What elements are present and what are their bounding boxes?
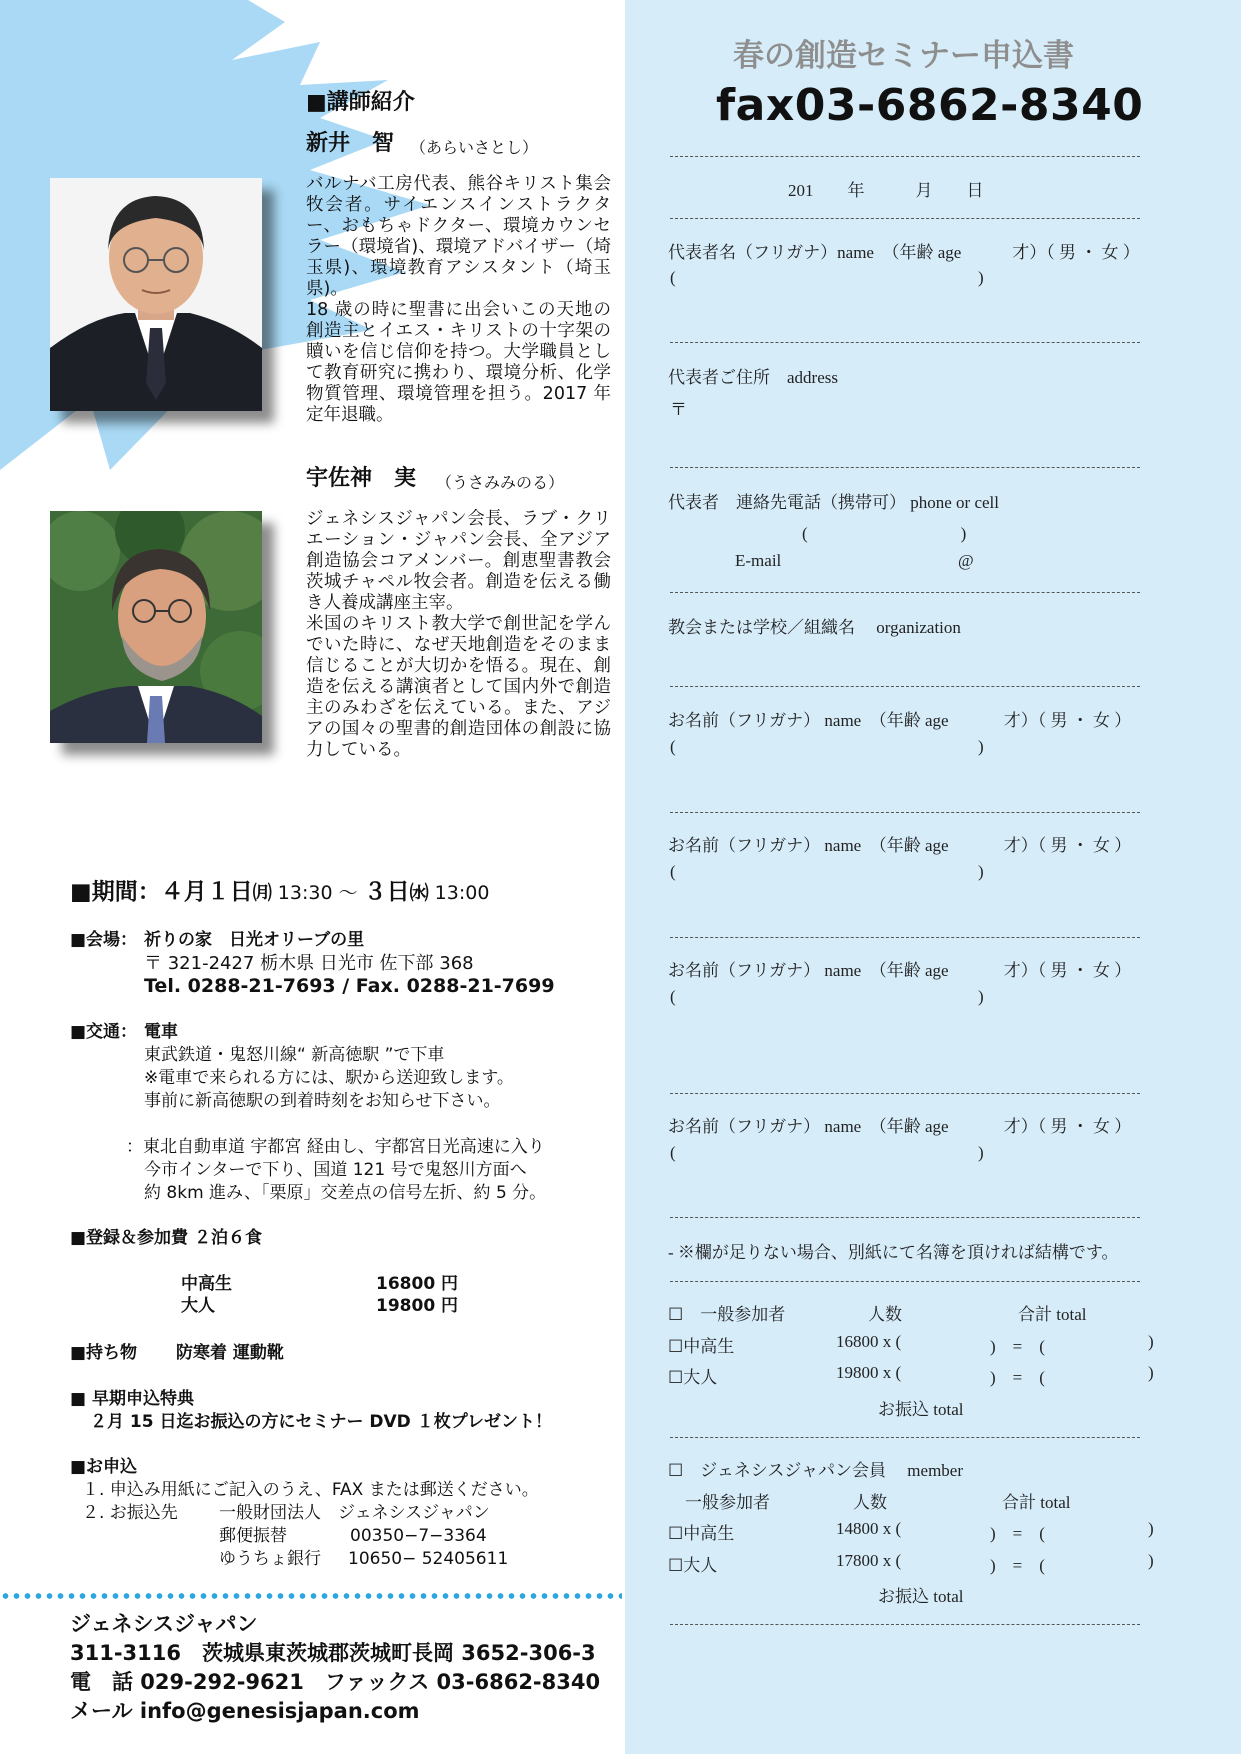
- transport-label: ■交通：: [70, 1022, 138, 1042]
- paren-open: (: [670, 987, 676, 1006]
- dotted-divider: [0, 1593, 622, 1599]
- representative-name-field[interactable]: 代表者名（フリガナ）name （年齢 age 才）（ 男 ・ 女 ）: [668, 243, 1140, 262]
- date-field[interactable]: 201 年 月 日: [788, 181, 984, 200]
- form-divider: [670, 812, 1140, 813]
- general-youth-price[interactable]: 16800 x (: [836, 1332, 902, 1351]
- transport-train-line: ※電車で来られる方には、駅から送迎致します。: [144, 1068, 514, 1088]
- items-list: 防寒着 運動靴: [176, 1343, 284, 1363]
- representative-address-field[interactable]: 代表者ご住所 address: [668, 368, 838, 387]
- period-label: ■期間：: [70, 879, 161, 905]
- transport-car-line: 今市インターで下り、国道 121 号で鬼怒川方面へ: [144, 1160, 527, 1180]
- instructor-photo: [50, 511, 262, 743]
- period-weekday-start: ㈪: [252, 882, 272, 904]
- footer-email: メール info@genesisjapan.com: [70, 1699, 420, 1723]
- venue-address: 〒 321-2427 栃木県 日光市 佐下部 368: [144, 953, 474, 974]
- paren-close: ): [978, 862, 984, 881]
- general-transfer-total: お振込 total: [878, 1400, 964, 1419]
- general-youth-end: ): [1148, 1332, 1154, 1351]
- form-divider: [670, 1217, 1140, 1218]
- member-youth-price[interactable]: 14800 x (: [836, 1519, 902, 1538]
- fax-number: fax03-6862-8340: [716, 80, 1144, 131]
- form-divider: [670, 1093, 1140, 1094]
- paren-open: (: [670, 1143, 676, 1162]
- member-count-label: 人数: [853, 1493, 887, 1512]
- period-time-start: 13:30 〜: [271, 882, 364, 904]
- paren-open: (: [670, 862, 676, 881]
- fee-price-youth: 16800 円: [376, 1274, 459, 1294]
- instructor-bio: バルナバ工房代表、熊谷キリスト集会牧会者。サイエンスインストラクター、おもちゃドクター、環境カウンセラー（環境省)、環境アドバイザー（埼玉県)、環境教育アシスタント（埼玉県)。 18 歳の時に聖書に出会いこの天地の創造主とイエス・キリストの十字架の贖いを信じ信仰を持つ。大学職員として教育研究に携わり、環境分析、化学物質管理、環境管理を担う。2017 年定年退職。: [306, 174, 611, 425]
- member-sub-label: 一般参加者: [685, 1493, 770, 1512]
- form-divider: [670, 592, 1140, 593]
- member-total-label: 合計 total: [1002, 1493, 1071, 1512]
- period-date-end: ３日: [363, 879, 410, 905]
- general-adult-checkbox[interactable]: ☐大人: [668, 1368, 718, 1387]
- form-divider: [670, 156, 1140, 157]
- transport-car-line: ：東北自動車道 宇都宮 経由し、宇都宮日光高速に入り: [126, 1137, 545, 1157]
- member-adult-checkbox[interactable]: ☐大人: [668, 1556, 718, 1575]
- payee-name: 一般財団法人 ジェネシスジャパン: [219, 1503, 490, 1523]
- general-youth-checkbox[interactable]: ☐中高生: [668, 1337, 735, 1356]
- attendee-name-field[interactable]: お名前（フリガナ） name （年齢 age 才）（ 男 ・ 女 ）: [668, 836, 1132, 855]
- member-participant-checkbox[interactable]: ☐ ジェネシスジャパン会員 member: [668, 1461, 963, 1480]
- period-weekday-end: ㈬: [409, 882, 429, 904]
- instructor-reading: （あらいさとし）: [410, 138, 539, 157]
- postal-transfer-label: 郵便振替: [219, 1526, 287, 1546]
- venue-label: ■会場：: [70, 930, 138, 950]
- instructor-name: 新井 智: [306, 131, 395, 156]
- attendee-name-field[interactable]: お名前（フリガナ） name （年齢 age 才）（ 男 ・ 女 ）: [668, 711, 1132, 730]
- representative-phone-field[interactable]: 代表者 連絡先電話（携帯可） phone or cell: [668, 493, 999, 512]
- bank-label: ゆうちょ銀行: [219, 1549, 321, 1569]
- form-divider: [670, 1437, 1140, 1438]
- paren-open: (: [670, 268, 676, 287]
- general-adult-end: ): [1148, 1363, 1154, 1382]
- general-adult-eq[interactable]: ) = (: [990, 1368, 1045, 1387]
- fee-label-adult: 大人: [181, 1296, 215, 1316]
- form-divider: [670, 467, 1140, 468]
- member-adult-end: ): [1148, 1551, 1154, 1570]
- event-period: [70, 873, 489, 906]
- footer-phone: 電 話 029-292-9621 ファックス 03-6862-8340: [70, 1670, 601, 1694]
- form-divider: [670, 342, 1140, 343]
- email-at: @: [958, 551, 974, 570]
- period-date-start: ４月１日: [160, 879, 253, 905]
- member-youth-eq[interactable]: ) = (: [990, 1524, 1045, 1543]
- email-label: E-mail: [735, 551, 782, 570]
- postal-mark: 〒: [670, 400, 687, 419]
- early-bird-title: ■ 早期申込特典: [70, 1389, 194, 1409]
- fee-title: ■登録＆参加費 ２泊６食: [70, 1228, 262, 1248]
- form-divider: [670, 1624, 1140, 1625]
- instructor-photo: [50, 178, 262, 411]
- attendee-name-field[interactable]: お名前（フリガナ） name （年齢 age 才）（ 男 ・ 女 ）: [668, 1117, 1132, 1136]
- apply-step: ２. お振込先: [82, 1503, 178, 1523]
- instructor-bio: ジェネシスジャパン会長、ラブ・クリエーション・ジャパン会長、全アジア創造協会コアメンバー。創恵聖書教会茨城チャペル牧会者。創造を伝える働き人養成講座主宰。 米国のキリスト教大学で創世記を学んでいた時に、なぜ天地創造をそのまま信じることが大切かを悟る。現在、創造を伝える講演者として国内外で創造主のみわざを伝えている。また、アジアの国々の聖書的創造団体の創設に協力している。: [306, 509, 611, 760]
- form-divider: [670, 1281, 1140, 1282]
- fee-price-adult: 19800 円: [376, 1296, 459, 1316]
- member-youth-checkbox[interactable]: ☐中高生: [668, 1524, 735, 1543]
- fee-label-youth: 中高生: [181, 1274, 232, 1294]
- venue-name: 祈りの家 日光オリーブの里: [144, 930, 365, 950]
- member-adult-price[interactable]: 17800 x (: [836, 1551, 902, 1570]
- general-adult-price[interactable]: 19800 x (: [836, 1363, 902, 1382]
- form-divider: [670, 937, 1140, 938]
- paren-open: (: [670, 737, 676, 756]
- member-youth-end: ): [1148, 1519, 1154, 1538]
- form-title: 春の創造セミナー申込書: [733, 38, 1074, 74]
- form-divider: [670, 218, 1140, 219]
- postal-transfer-number: 00350−7−3364: [350, 1526, 487, 1546]
- apply-step: １. 申込み用紙にご記入のうえ、FAX または郵送ください。: [82, 1480, 539, 1500]
- form-note: - ※欄が足りない場合、別紙にて名簿を頂ければ結構です。: [668, 1243, 1119, 1262]
- venue-phone: Tel. 0288-21-7693 / Fax. 0288-21-7699: [144, 975, 555, 997]
- period-time-end: 13:00: [428, 882, 490, 904]
- instructors-section-title: ■講師紹介: [306, 90, 415, 115]
- early-bird-text: ２月 15 日迄お振込の方にセミナー DVD １枚プレゼント！: [90, 1412, 553, 1432]
- general-youth-eq[interactable]: ) = (: [990, 1337, 1045, 1356]
- member-transfer-total: お振込 total: [878, 1587, 964, 1606]
- apply-title: ■お申込: [70, 1457, 138, 1477]
- paren-close: ): [978, 987, 984, 1006]
- attendee-name-field[interactable]: お名前（フリガナ） name （年齢 age 才）（ 男 ・ 女 ）: [668, 961, 1132, 980]
- paren-close: ): [978, 268, 984, 287]
- instructor-reading: （うさみみのる）: [436, 473, 565, 492]
- transport-car-line: 約 8km 進み、「栗原」交差点の信号左折、約 5 分。: [144, 1183, 547, 1203]
- transport-train-title: 電車: [144, 1022, 178, 1042]
- bank-number: 10650− 52405611: [348, 1549, 509, 1569]
- member-adult-eq[interactable]: ) = (: [990, 1556, 1045, 1575]
- transport-train-line: 東武鉄道・鬼怒川線“ 新高徳駅 ”で下車: [144, 1045, 445, 1065]
- paren-close: ): [978, 1143, 984, 1162]
- general-total-label: 合計 total: [1018, 1305, 1087, 1324]
- footer-address: 311-3116 茨城県東茨城郡茨城町長岡 3652-306-3: [70, 1641, 596, 1665]
- general-participant-checkbox[interactable]: ☐ 一般参加者: [668, 1305, 786, 1324]
- instructor-name: 宇佐神 実: [306, 466, 417, 491]
- phone-paren: ( ): [802, 524, 967, 543]
- transport-train-line: 事前に新高徳駅の到着時刻をお知らせ下さい。: [144, 1091, 501, 1111]
- general-count-label: 人数: [868, 1305, 902, 1324]
- form-divider: [670, 686, 1140, 687]
- organization-field[interactable]: 教会または学校／組織名 organization: [668, 618, 961, 637]
- paren-close: ): [978, 737, 984, 756]
- items-label: ■持ち物: [70, 1343, 138, 1363]
- footer-org: ジェネシスジャパン: [70, 1612, 258, 1636]
